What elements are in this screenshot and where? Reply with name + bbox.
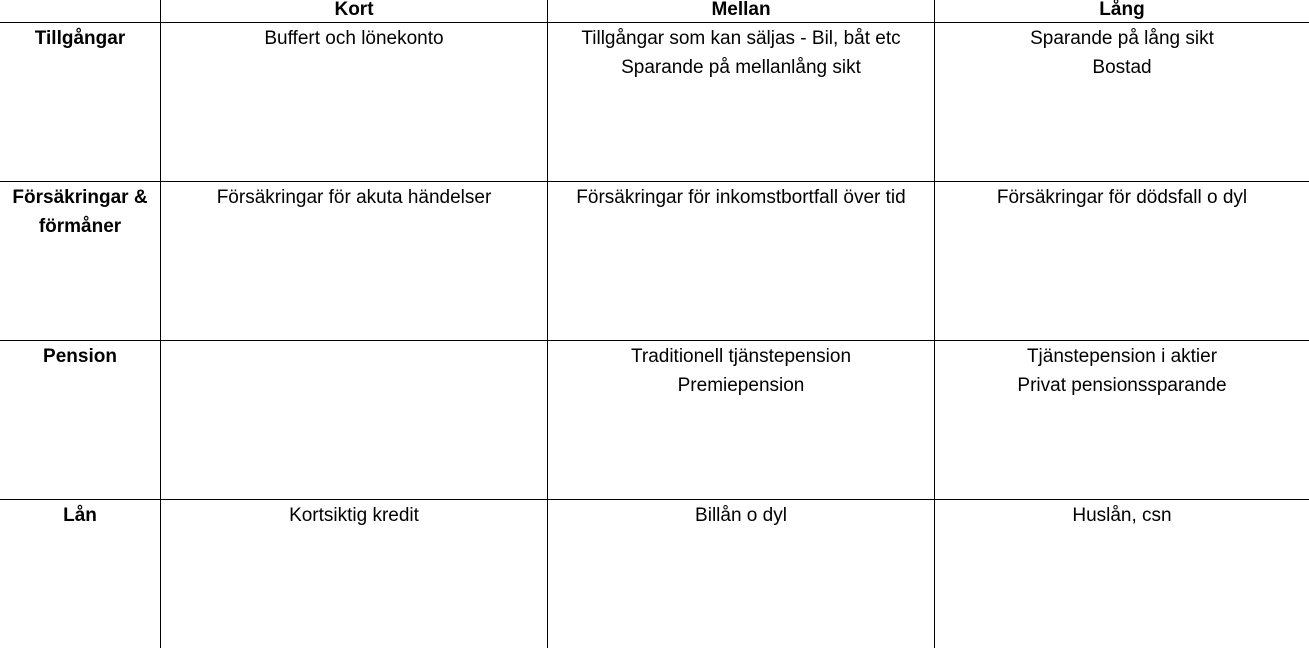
table-cell: Försäkringar för akuta händelser <box>216 187 492 208</box>
table-col-divider <box>547 0 548 648</box>
column-header-lang: Lång <box>1099 0 1145 20</box>
table-row-divider <box>0 22 1309 23</box>
table-cell: Huslån, csn <box>1072 505 1172 526</box>
table-cell: Billån o dyl <box>695 505 787 526</box>
table-cell: Försäkringar för dödsfall o dyl <box>996 187 1248 208</box>
table-cell: Traditionell tjänstepension Premiepension <box>630 346 852 396</box>
table-cell: Sparande på lång sikt Bostad <box>1030 28 1214 78</box>
column-header-kort: Kort <box>334 0 374 20</box>
table-col-divider <box>160 0 161 648</box>
row-header-forsakringar: Försäkringar & förmåner <box>12 187 148 237</box>
table-cell: Buffert och lönekonto <box>264 28 444 49</box>
table-row-divider <box>0 499 1309 500</box>
table-cell: Tjänstepension i aktier Privat pensionssparande <box>1017 346 1227 396</box>
row-header-pension: Pension <box>43 346 117 367</box>
column-header-mellan: Mellan <box>711 0 771 20</box>
table-row-divider <box>0 340 1309 341</box>
table-cell: Försäkringar för inkomstbortfall över tid <box>576 187 906 208</box>
table-row-divider <box>0 181 1309 182</box>
table-cell: Tillgångar som kan säljas - Bil, båt etc Sparande på mellanlång sikt <box>581 28 901 78</box>
table-col-divider <box>934 0 935 648</box>
table-cell: Kortsiktig kredit <box>289 505 419 526</box>
row-header-lan: Lån <box>63 505 97 526</box>
row-header-tillgangar: Tillgångar <box>34 28 126 49</box>
